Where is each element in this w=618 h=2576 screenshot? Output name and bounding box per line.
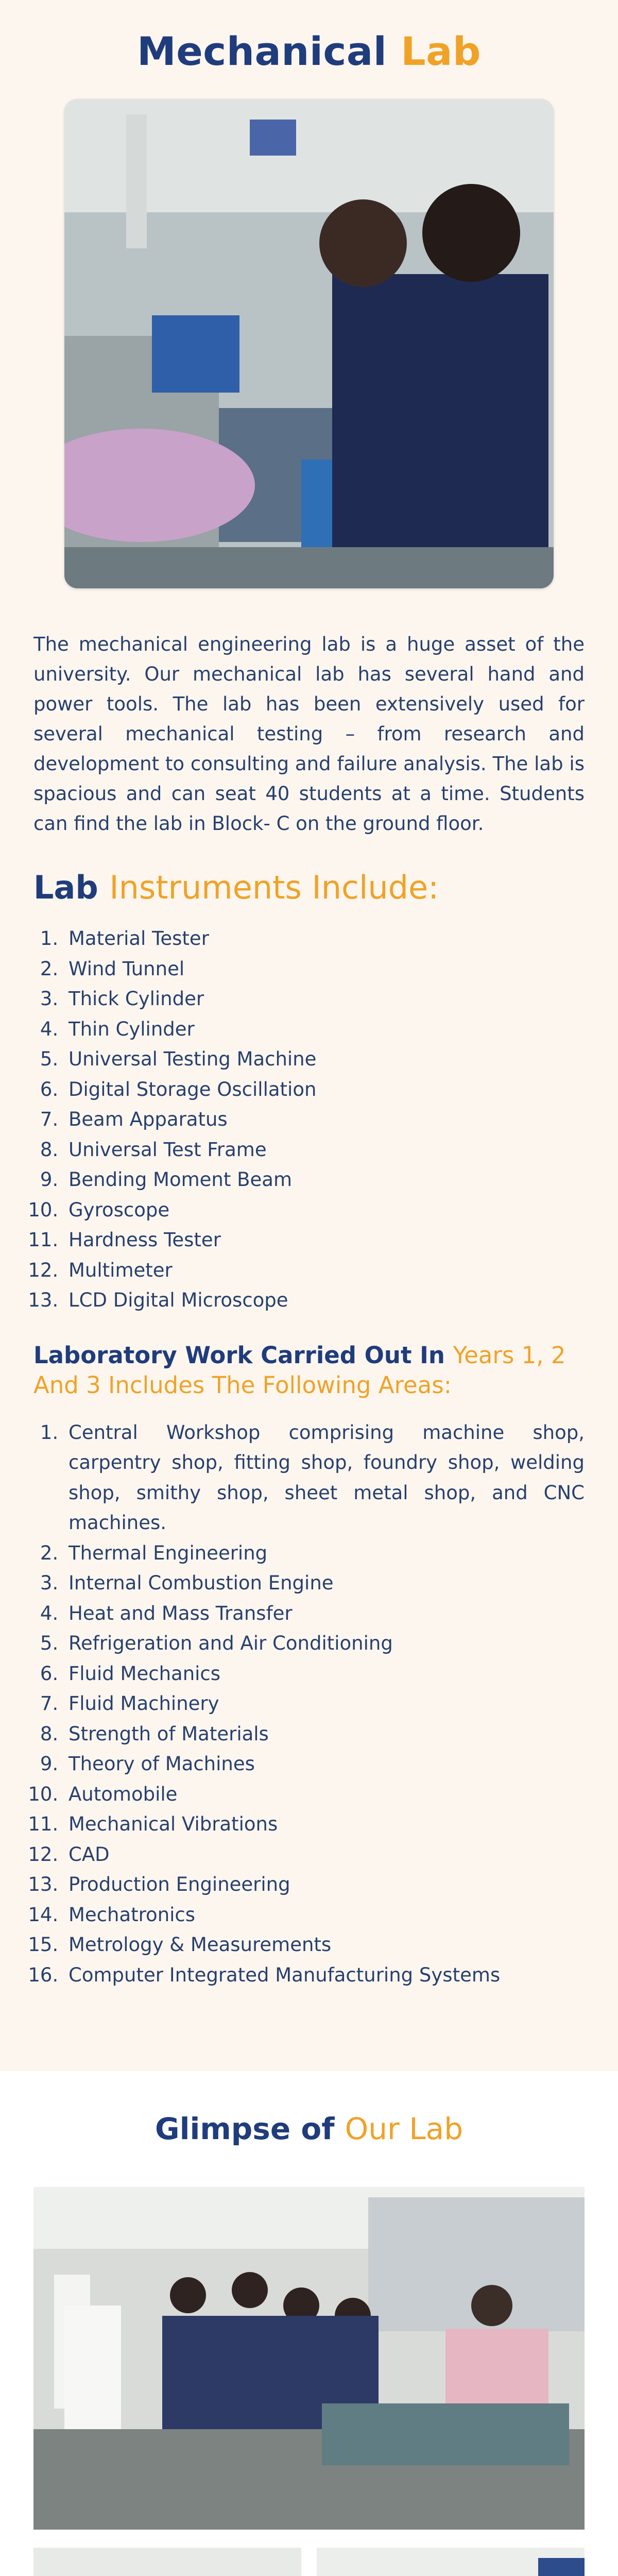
list-item: 6. Fluid Mechanics [64, 1659, 585, 1689]
glimpse-heading [0, 2071, 618, 2146]
instruments-heading [33, 869, 585, 906]
gallery-photo-2[interactable] [33, 2548, 301, 2576]
list-item: 10. Automobile [64, 1780, 585, 1810]
page-title-accent: Lab [401, 28, 481, 74]
gallery-photo-large[interactable] [33, 2187, 585, 2530]
list-item: 1. Material Tester [64, 924, 585, 954]
lab-work-list [33, 1418, 585, 1991]
list-item: 2. Thermal Engineering [64, 1538, 585, 1569]
list-item: 5. Universal Testing Machine [64, 1044, 585, 1075]
list-item: 14. Mechatronics [64, 1900, 585, 1930]
lab-description: The mechanical engineering lab is a huge asset of the university. Our mechanical lab has several hand and power tools. The lab has been extensively used for several mechanical testing – from research and development to consulting and failure analysis. The lab is spacious and can seat 40 students at a time. Students can find the lab in Block- C on the ground floor. [33, 633, 585, 835]
students-in-workshop-image [33, 2548, 301, 2576]
list-item: 8. Universal Test Frame [64, 1135, 585, 1165]
list-item: 6. Digital Storage Oscillation [64, 1075, 585, 1105]
glimpse-heading-main: Glimpse of [154, 2111, 335, 2146]
list-item: 13. Production Engineering [64, 1870, 585, 1900]
list-item: 4. Heat and Mass Transfer [64, 1599, 585, 1629]
instructor-with-students-image [317, 2548, 585, 2576]
list-item: 16. Computer Integrated Manufacturing Systems [64, 1960, 585, 1991]
list-item: 7. Beam Apparatus [64, 1105, 585, 1135]
lab-work-heading-accent: Years 1, 2 And 3 Includes The Following Areas: [33, 1341, 566, 1399]
list-item: 2. Wind Tunnel [64, 954, 585, 985]
list-item: 9. Theory of Machines [64, 1749, 585, 1780]
students-at-testing-machine-image [64, 99, 554, 588]
group-at-lathe-image [33, 2187, 585, 2530]
gallery-photo-3[interactable] [317, 2548, 585, 2576]
list-item: 3. Internal Combustion Engine [64, 1568, 585, 1599]
list-item: 15. Metrology & Measurements [64, 1930, 585, 1960]
list-item: 11. Mechanical Vibrations [64, 1809, 585, 1840]
instruments-heading-main: Lab [33, 869, 98, 906]
list-item: 5. Refrigeration and Air Conditioning [64, 1629, 585, 1659]
list-item: 11. Hardness Tester [64, 1225, 585, 1256]
list-item: 1. Central Workshop comprising machine shop, carpentry shop, fitting shop, foundry shop, welding shop, smithy shop, sheet metal shop, and CNC machines. [64, 1418, 585, 1538]
list-item: 10. Gyroscope [64, 1195, 585, 1226]
list-item: 8. Strength of Materials [64, 1719, 585, 1750]
list-item: 7. Fluid Machinery [64, 1689, 585, 1719]
glimpse-heading-accent: Our Lab [345, 2111, 464, 2146]
page-title [0, 0, 618, 74]
list-item: 12. CAD [64, 1840, 585, 1870]
instruments-list [33, 924, 585, 1316]
lab-work-heading-main: Laboratory Work Carried Out In [33, 1341, 445, 1369]
list-item: 4. Thin Cylinder [64, 1014, 585, 1045]
glimpse-section [0, 2071, 618, 2576]
list-item: 3. Thick Cylinder [64, 984, 585, 1014]
list-item: 9. Bending Moment Beam [64, 1165, 585, 1195]
list-item: 13. LCD Digital Microscope [64, 1285, 585, 1316]
lab-work-heading [33, 1341, 585, 1400]
page-title-main: Mechanical [137, 28, 387, 74]
instruments-heading-accent: Instruments Include: [109, 869, 439, 906]
list-item: 12. Multimeter [64, 1256, 585, 1286]
hero-lab-photo [64, 99, 554, 588]
